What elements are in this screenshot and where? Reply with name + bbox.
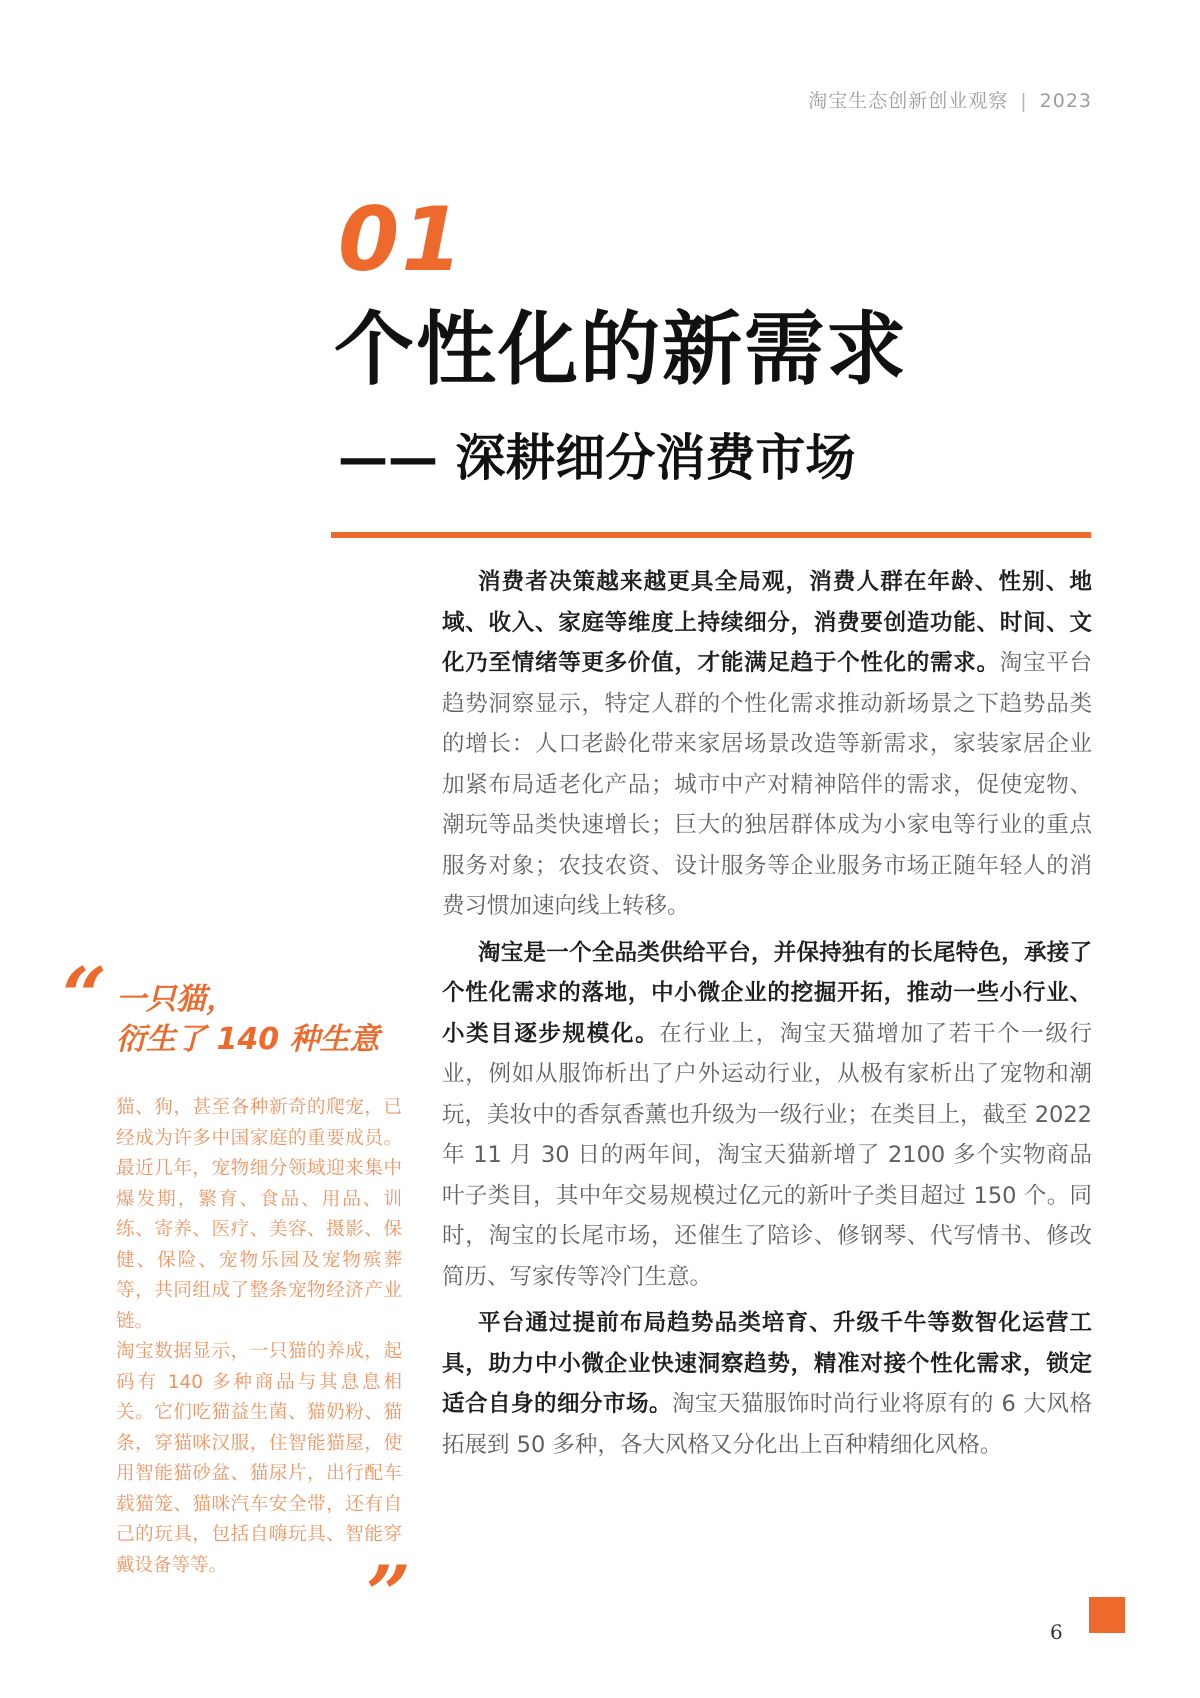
sidebar-heading-line: 一只猫， — [116, 982, 236, 1017]
header-separator: | — [1020, 90, 1028, 112]
page-marker-square — [1089, 1597, 1125, 1633]
main-body — [442, 562, 1092, 1471]
publication-year: 2023 — [1039, 90, 1092, 112]
close-quote-mark: ” — [366, 1549, 411, 1640]
sidebar-paragraph: 淘宝数据显示，一只猫的养成，起码有 140 多种商品与其息息相关。它们吃猫益生菌、猫奶粉、猫条，穿猫咪汉服，住智能猫屋，使用智能猫砂盆、猫尿片，出行配车载猫笼、猫咪汽车安全带，还有自己的玩具，包括自嗨玩具、智能穿戴设备等等。 — [116, 1341, 402, 1576]
open-quote-mark: “ — [62, 951, 107, 1042]
section-title: 个性化的新需求 — [334, 303, 908, 396]
title-divider — [331, 532, 1091, 538]
section-subtitle: —— 深耕细分消费市场 — [338, 429, 856, 487]
paragraph-lead: 消费者决策越来越更具全局观，消费人群在年龄、性别、地域、收入、家庭等维度上持续细分，消费要创造功能、时间、文化乃至情绪等更多价值，才能满足趋于个性化的需求。 — [442, 569, 1092, 676]
paragraph-lead: 平台通过提前布局趋势品类培育、升级千牛等数智化运营工具，助力中小微企业快速洞察趋势，精准对接个性化需求，锁定适合自身的细分市场。 — [442, 1310, 1092, 1417]
section-number: 01 — [338, 188, 465, 291]
body-paragraph — [442, 1303, 1092, 1465]
sidebar-body — [116, 1093, 402, 1581]
body-paragraph — [442, 933, 1092, 1298]
publication-title: 淘宝生态创新创业观察 — [808, 90, 1009, 112]
paragraph-text: 淘宝天猫服饰时尚行业将原有的 6 大风格拓展到 50 多种，各大风格又分化出上百种精细化风格。 — [442, 1391, 1092, 1458]
paragraph-text: 淘宝平台趋势洞察显示，特定人群的个性化需求推动新场景之下趋势品类的增长：人口老龄化带来家居场景改造等新需求，家装家居企业加紧布局适老化产品；城市中产对精神陪伴的需求，促使宠物、潮玩等品类快速增长；巨大的独居群体成为小家电等行业的重点服务对象；农技农资、设计服务等企业服务市场正随年轻人的消费习惯加速向线上转移。 — [442, 650, 1092, 919]
paragraph-lead: 淘宝是一个全品类供给平台，并保持独有的长尾特色，承接了个性化需求的落地，中小微企业的挖掘开拓，推动一些小行业、小类目逐步规模化。 — [442, 939, 1092, 1047]
paragraph-text: 在行业上，淘宝天猫增加了若干个一级行业，例如从服饰析出了户外运动行业，从极有家析出了宠物和潮玩，美妆中的香氛香薰也升级为一级行业；在类目上，截至 2022 年 11 月 30 日的两年间，淘宝天猫新增了 2100 多个实物商品叶子类目，其中年交易规模过亿元的新叶子类目超过 150 个。同时，淘宝的长尾市场，还催生了陪诊、修钢琴、代写情书、修改简历、写家传等冷门生意。 — [442, 1020, 1092, 1290]
sidebar-paragraph: 猫、狗，甚至各种新奇的爬宠，已经成为许多中国家庭的重要成员。最近几年，宠物细分领域迎来集中爆发期，繁育、食品、用品、训练、寄养、医疗、美容、摄影、保健、保险、宠物乐园及宠物殡葬等，共同组成了整条宠物经济产业链。 — [116, 1097, 402, 1332]
sidebar-heading — [116, 980, 380, 1060]
page-number: 6 — [1050, 1620, 1063, 1644]
sidebar-heading-line: 衍生了 140 种生意 — [116, 1022, 380, 1057]
running-header — [808, 86, 1092, 113]
body-paragraph — [442, 562, 1092, 927]
